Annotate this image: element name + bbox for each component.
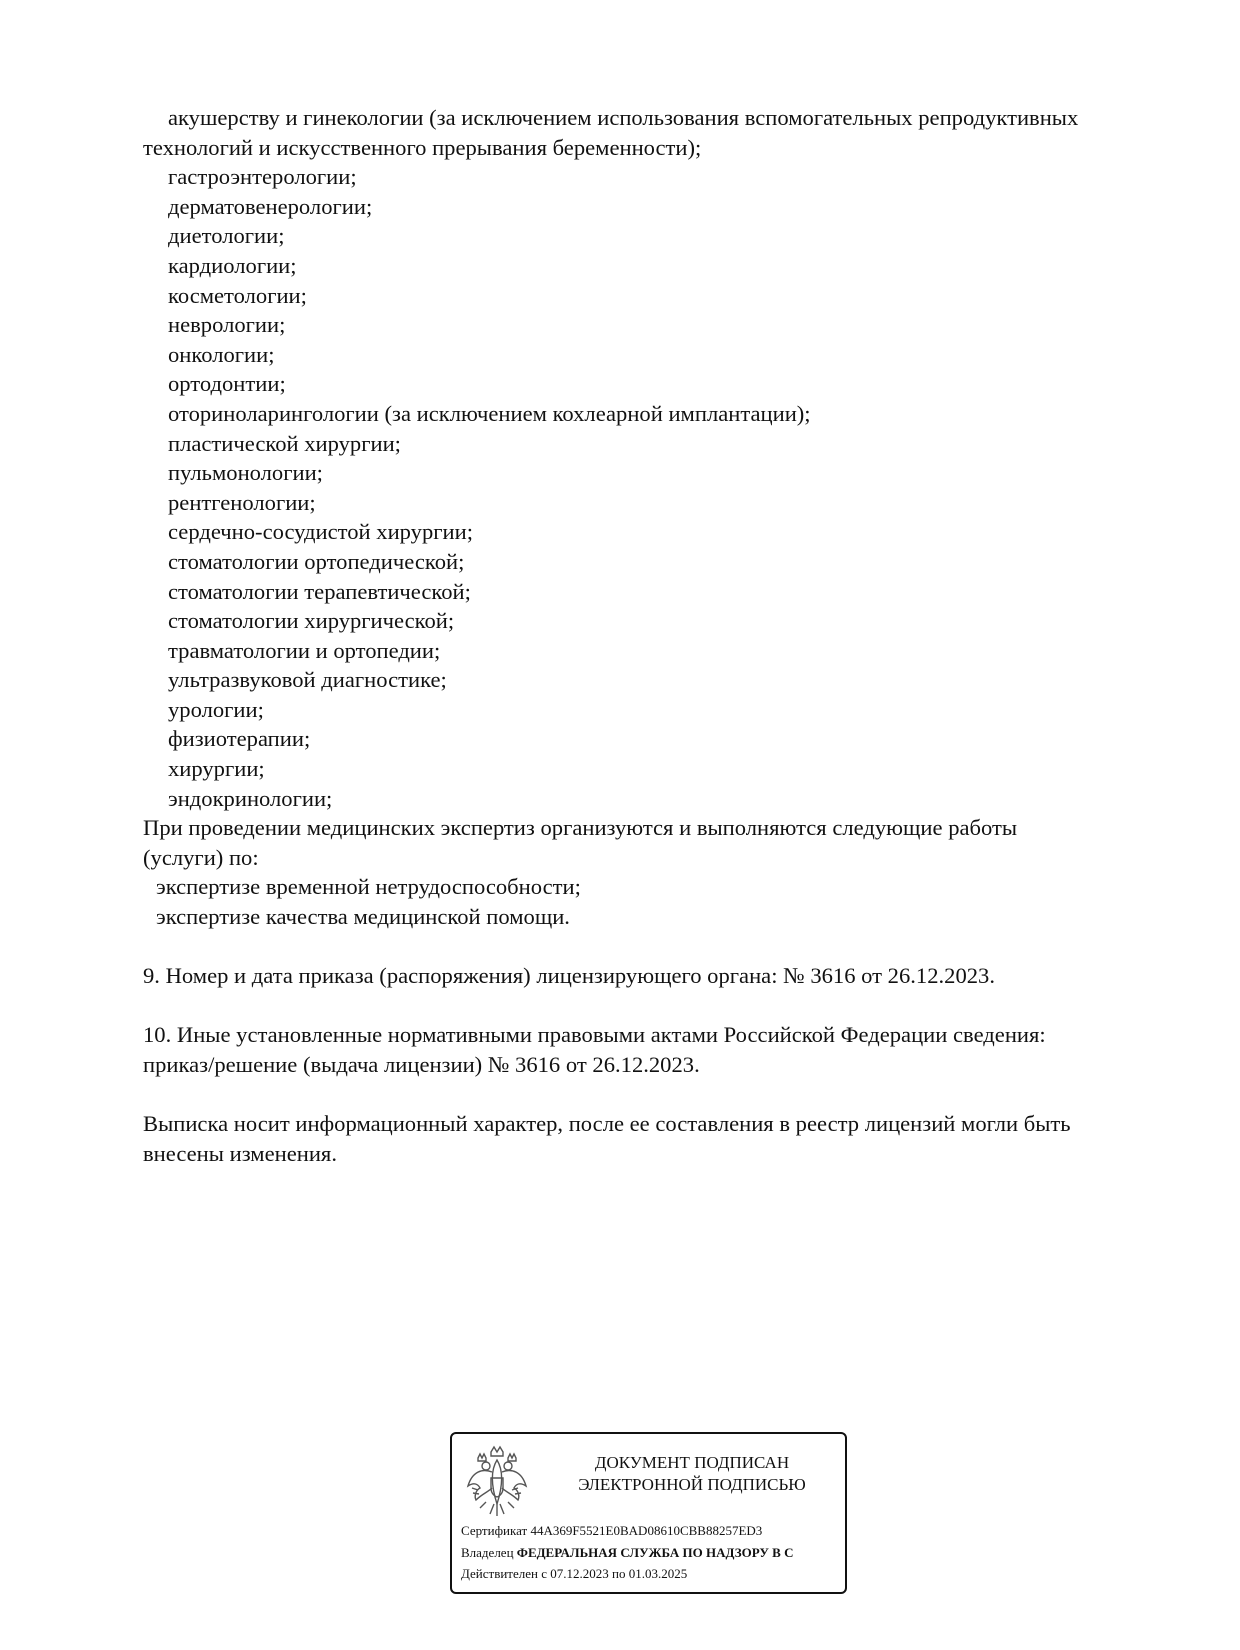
- stamp-certificate-value: 44A369F5521E0BAD08610CBB88257ED3: [530, 1523, 763, 1538]
- list-item: кардиологии;: [168, 252, 297, 278]
- notice-line2: внесены изменения.: [143, 1140, 337, 1166]
- list-item: акушерству и гинекологии (за исключением использования вспомогательных репродуктивных: [168, 105, 1079, 130]
- list-item: пульмонологии;: [168, 460, 323, 486]
- stamp-owner-value: ФЕДЕРАЛЬНАЯ СЛУЖБА ПО НАДЗОРУ В С: [516, 1544, 794, 1560]
- list-item: пластической хирургии;: [168, 430, 401, 456]
- notice-line1: Выписка носит информационный характер, после ее составления в реестр лицензий могли быть: [143, 1111, 1071, 1137]
- list-item: оториноларингологии (за исключением кохлеарной имплантации);: [168, 400, 811, 426]
- list-item: гастроэнтерологии;: [168, 164, 357, 190]
- paragraph-spacer: [143, 1080, 1153, 1110]
- list-item: сердечно-сосудистой хирургии;: [168, 519, 473, 545]
- section-10-line1: 10. Иные установленные нормативными правовыми актами Российской Федерации сведения:: [143, 1022, 1046, 1048]
- list-item: физиотерапии;: [168, 726, 311, 752]
- stamp-title-line2: ЭЛЕКТРОННОЙ ПОДПИСЬЮ: [578, 1475, 806, 1494]
- list-item: урологии;: [168, 696, 264, 722]
- stamp-certificate-label: Сертификат: [461, 1523, 528, 1538]
- electronic-signature-stamp: [450, 1432, 847, 1594]
- list-item: диетологии;: [168, 223, 285, 249]
- stamp-details: [461, 1520, 847, 1585]
- list-item: ультразвуковой диагностике;: [168, 667, 447, 693]
- list-item: травматологии и ортопедии;: [168, 637, 441, 663]
- paragraph-spacer: [143, 932, 1153, 962]
- stamp-owner: [461, 1542, 847, 1564]
- document-body: [143, 103, 1153, 1168]
- stamp-validity: Действителен с 07.12.2023 по 01.03.2025: [461, 1566, 688, 1581]
- list-item: онкологии;: [168, 341, 275, 367]
- list-item: эндокринологии;: [168, 785, 333, 811]
- list-item: дерматовенерологии;: [168, 193, 373, 219]
- expertise-intro: При проведении медицинских экспертиз организуются и выполняются следующие работы: [143, 815, 1018, 841]
- expertise-intro-continuation: (услуги) по:: [143, 844, 259, 870]
- section-9: 9. Номер и дата приказа (распоряжения) лицензирующего органа: № 3616 от 26.12.2023.: [143, 963, 995, 989]
- stamp-certificate: [461, 1520, 847, 1542]
- list-item: стоматологии ортопедической;: [168, 548, 465, 574]
- paragraph-spacer: [143, 991, 1153, 1021]
- list-item: стоматологии хирургической;: [168, 608, 455, 634]
- list-item: ортодонтии;: [168, 371, 286, 397]
- stamp-title-line1: ДОКУМЕНТ ПОДПИСАН: [594, 1453, 790, 1472]
- expertise-item: экспертизе качества медицинской помощи.: [156, 904, 570, 930]
- list-item: косметологии;: [168, 282, 307, 308]
- list-item: стоматологии терапевтической;: [168, 578, 471, 604]
- list-item: рентгенологии;: [168, 489, 316, 515]
- expertise-item: экспертизе временной нетрудоспособности;: [156, 874, 581, 900]
- section-10-line2: приказ/решение (выдача лицензии) № 3616 от 26.12.2023.: [143, 1052, 700, 1077]
- list-item: хирургии;: [168, 756, 265, 782]
- list-item: неврологии;: [168, 312, 286, 338]
- stamp-title: [547, 1452, 837, 1496]
- stamp-owner-label: Владелец: [461, 1544, 514, 1560]
- coat-of-arms-icon: [464, 1442, 530, 1522]
- list-item-continuation: технологий и искусственного прерывания беременности);: [143, 134, 702, 160]
